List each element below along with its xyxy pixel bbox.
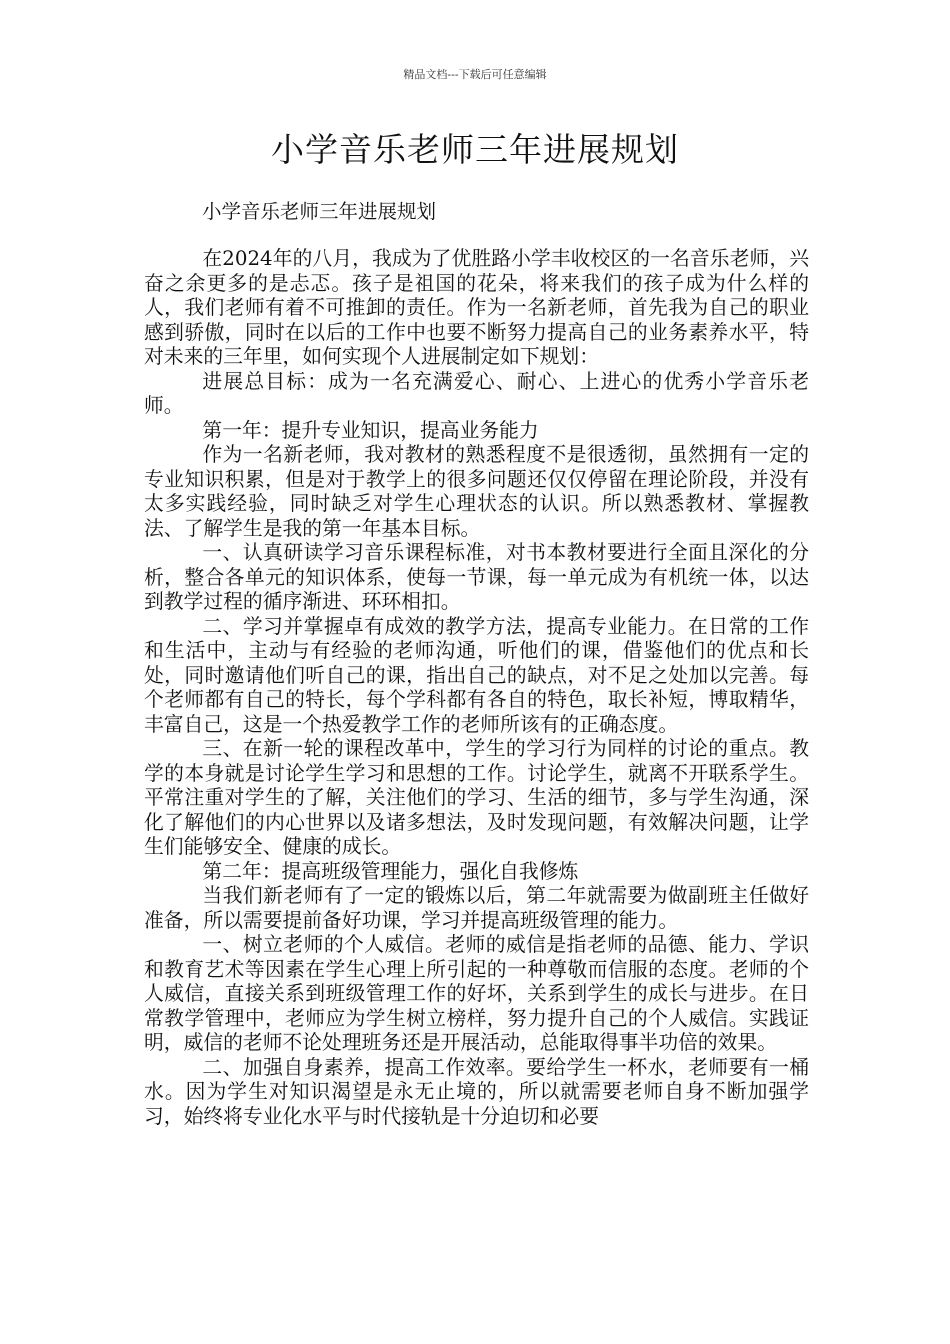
document-subtitle: 小学音乐老师三年进展规划	[202, 200, 437, 223]
paragraph-year-two-item-1: 一、树立老师的个人威信。老师的威信是指老师的品德、能力、学识和教育艺术等因素在学生心理上所引起的一种尊敬而信服的态度。老师的个人威信，直接关系到班级管理工作的好坏，关系到学生的成长与进步。在日常教学管理中，老师应为学生树立榜样，努力提升自己的个人威信。实践证明，威信的老师不论处理班务还是开展活动，总能取得事半功倍的效果。	[144, 933, 809, 1054]
paragraph-year-one-item-2: 二、学习并掌握卓有成效的教学方法，提高专业能力。在日常的工作和生活中，主动与有经验的老师沟通，听他们的课，借鉴他们的优点和长处，同时邀请他们听自己的课，指出自己的缺点，对不足之处加以完善。每个老师都有自己的特长，每个学科都有各自的特色，取长补短，博取精华，丰富自己，这是一个热爱教学工作的老师所该有的正确态度。	[144, 614, 809, 736]
paragraph-year-one-item-1: 一、认真研读学习音乐课程标准，对书本教材要进行全面且深化的分析，整合各单元的知识体系，使每一节课，每一单元成为有机统一体，以达到教学过程的循序渐进、环环相扣。	[144, 541, 809, 613]
paragraph-intro: 在2024年的八月，我成为了优胜路小学丰收校区的一名音乐老师，兴奋之余更多的是忐忑。孩子是祖国的花朵，将来我们的孩子成为什么样的人，我们老师有着不可推卸的责任。作为一名新老师，首先我为自己的职业感到骄傲，同时在以后的工作中也要不断努力提高自己的业务素养水平，特对未来的三年里，如何实现个人进展制定如下规划：	[144, 247, 809, 368]
paragraph-year-two-item-2: 二、加强自身素养，提高工作效率。要给学生一杯水，老师要有一桶水。因为学生对知识渴望是永无止境的，所以就需要老师自身不断加强学习，始终将专业化水平与时代接轨是十分迫切和必要	[144, 1055, 809, 1128]
heading-year-one: 第一年：提升专业知识，提高业务能力	[202, 418, 539, 442]
paragraph-year-two-intro: 当我们新老师有了一定的锻炼以后，第二年就需要为做副班主任做好准备，所以需要提前备好功课，学习并提高班级管理的能力。	[144, 884, 809, 932]
paragraph-overall-goal: 进展总目标：成为一名充满爱心、耐心、上进心的优秀小学音乐老师。	[144, 369, 809, 417]
page-header: 精品文档---下载后可任意编辑	[403, 68, 547, 81]
paragraph-year-one-item-3: 三、在新一轮的课程改革中，学生的学习行为同样的讨论的重点。教学的本身就是讨论学生学习和思想的工作。讨论学生，就离不开联系学生。平常注重对学生的了解，关注他们的学习、生活的细节，多与学生沟通，深化了解他们的内心世界以及诸多想法，及时发现问题，有效解决问题，让学生们能够安全、健康的成长。	[144, 737, 809, 858]
document-body	[144, 247, 809, 1129]
heading-year-two: 第二年：提高班级管理能力，强化自我修炼	[202, 859, 579, 883]
paragraph-year-one-intro: 作为一名新老师，我对教材的熟悉程度不是很透彻，虽然拥有一定的专业知识积累，但是对于教学上的很多问题还仅仅停留在理论阶段，并没有太多实践经验，同时缺乏对学生心理状态的认识。所以熟悉教材、掌握教法、了解学生是我的第一年基本目标。	[144, 443, 809, 540]
document-title: 小学音乐老师三年进展规划	[271, 130, 679, 169]
